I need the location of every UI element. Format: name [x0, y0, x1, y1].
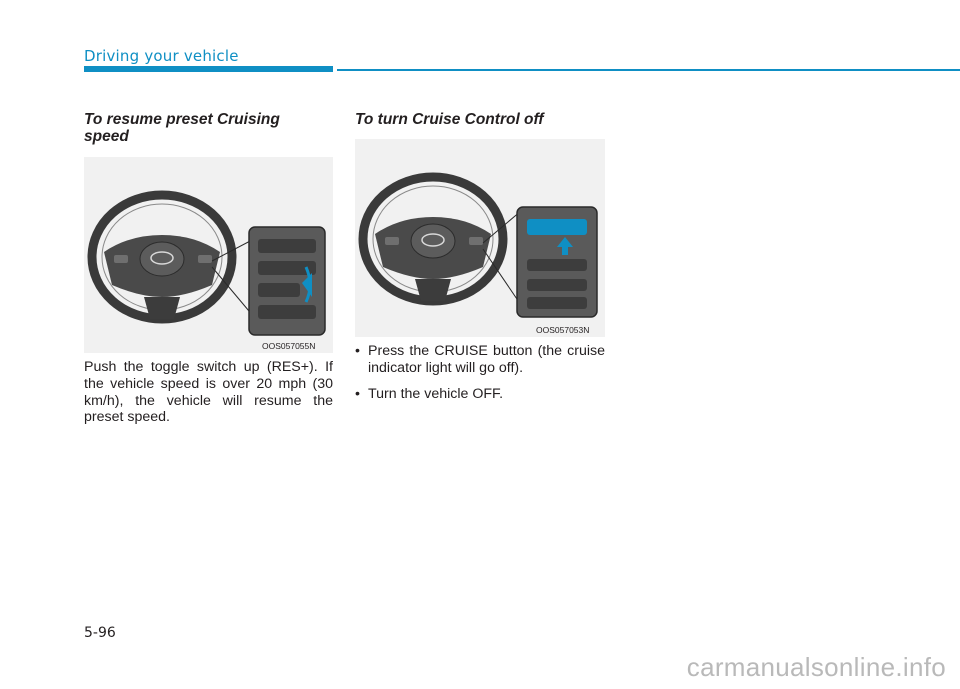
resume-figure [84, 157, 333, 353]
list-item: • Turn the vehicle OFF. [355, 385, 504, 402]
off-figure [355, 139, 605, 337]
off-bullet-list [355, 343, 605, 411]
bullet-text: Turn the vehicle OFF. [368, 385, 504, 402]
watermark: carmanualsonline.info [686, 652, 946, 682]
steering-wheel-illustration [355, 139, 605, 337]
page-number: 5-96 [84, 625, 116, 641]
bullet-text: Press the CRUISE button (the cruise indicator light will go off). [368, 343, 605, 376]
off-figure-code: OOS057053N [536, 325, 590, 335]
list-item: • Press the CRUISE button (the cruise indicator light will go off). [355, 343, 605, 376]
header-rule-thick [84, 66, 333, 72]
steering-wheel-illustration [84, 157, 333, 353]
header-rule-thin [337, 69, 960, 71]
resume-section-title: To resume preset Cruising speed [84, 111, 280, 145]
resume-figure-code: OOS057055N [262, 341, 316, 351]
off-section-title: To turn Cruise Control off [355, 111, 544, 128]
resume-body-text: Push the toggle switch up (RES+). If the vehicle speed is over 20 mph (30 km/h), the vehicle will resume the preset speed. [84, 359, 333, 426]
header-section-title: Driving your vehicle [84, 47, 239, 65]
